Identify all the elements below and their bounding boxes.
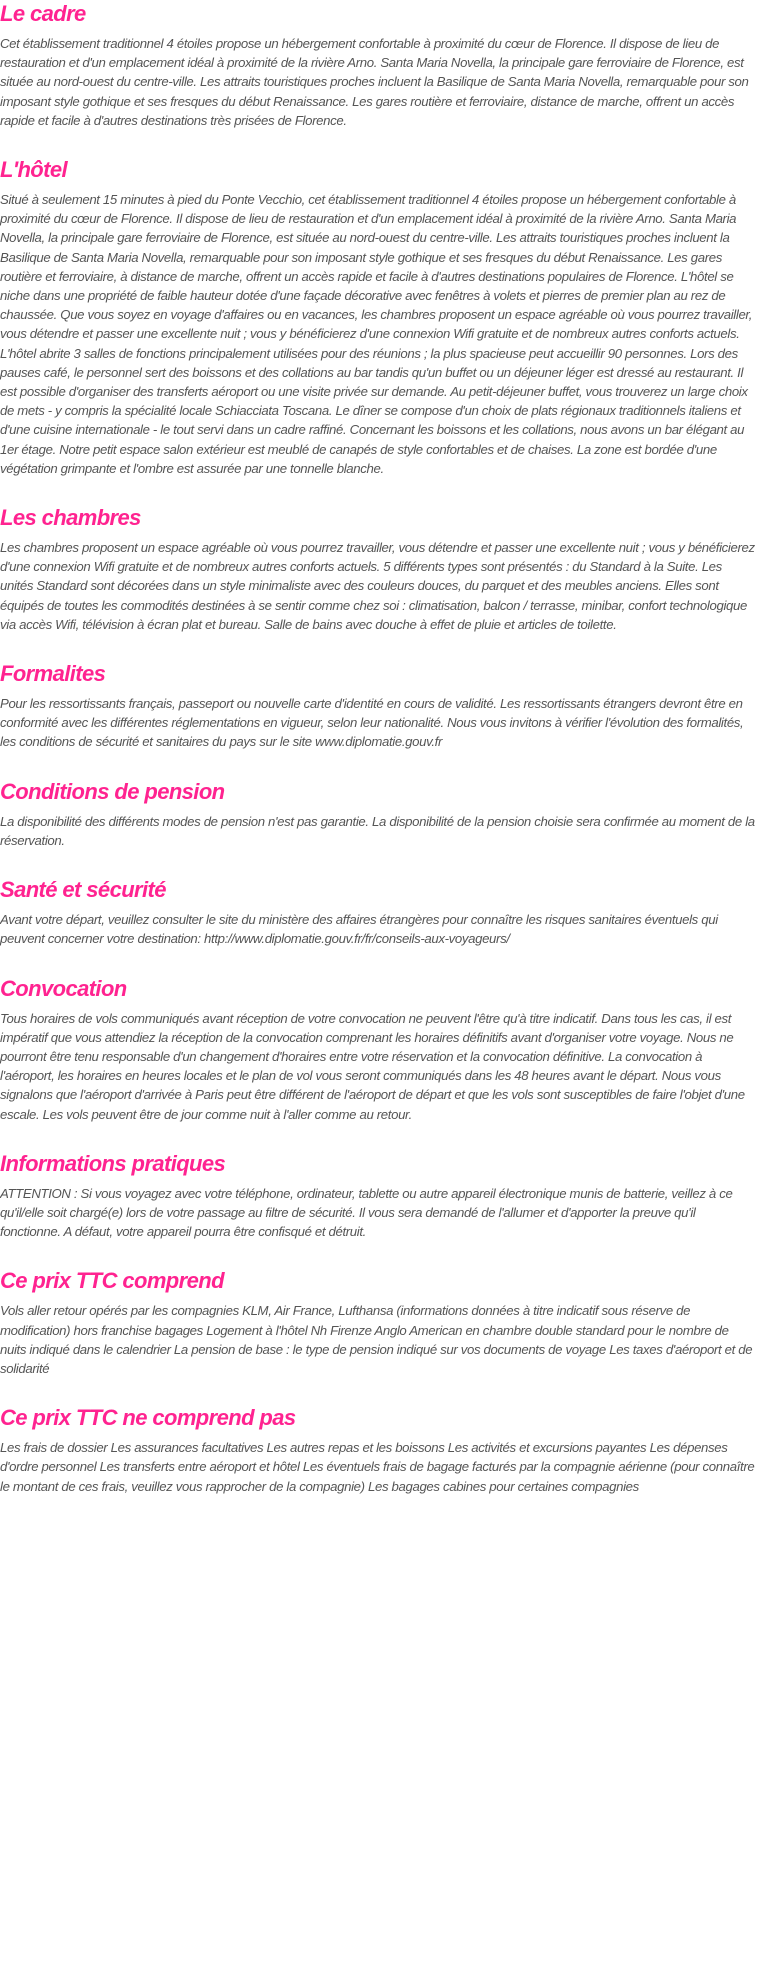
section-title: Convocation	[0, 975, 127, 1001]
section-convocation	[0, 949, 758, 1124]
section-body: Cet établissement traditionnel 4 étoiles propose un hébergement confortable à proximité du cœur de Florence. Il dispose de lieu de restauration et d'un emplacement idéal à proximité de la rivière Arno. Santa Maria Novella, la principale gare ferroviaire de Florence, est située au nord-ouest du centre-ville. Les attraits touristiques proches incluent la Basilique de Santa Maria Novella, remarquable pour son imposant style gothique et ses fresques du début Renaissance. Les gares routière et ferroviaire, distance de marche, offrent un accès rapide et facile à d'autres destinations très prisées de Florence.	[0, 36, 749, 128]
section-body: Situé à seulement 15 minutes à pied du Ponte Vecchio, cet établissement traditionnel 4 étoiles propose un hébergement confortable à proximité du cœur de Florence. Il dispose de lieu de restauration et d'un emplacement idéal à proximité de la rivière Arno. Santa Maria Novella, la principale gare ferroviaire de Florence, est située au nord-ouest du centre-ville. Les attraits touristiques proches incluent la Basilique de Santa Maria Novella, remarquable pour son imposant style gothique et ses fresques du début Renaissance. Les gares routière et ferroviaire, à distance de marche, offrent un accès rapide et facile à d'autres destinations populaires de Florence. L'hôtel se niche dans une propriété de faible hauteur dotée d'une façade décorative avec fenêtres à volets et pierres de premier plan au rez de chaussée. Que vous soyez en voyage d'affaires ou en vacances, les chambres proposent un espace agréable où vous pourrez travailler, vous détendre et passer une excellente nuit ; vous y bénéficierez d'une connexion Wifi gratuite et de nombreux autres conforts actuels. L'hôtel abrite 3 salles de fonctions principalement utilisées pour des réunions ; la plus spacieuse peut accueillir 90 personnes. Lors des pauses café, le personnel sert des boissons et des collations au bar tandis qu'un buffet ou un déjeuner léger est dressé au restaurant. Il est possible d'organiser des transferts aéroport ou une visite privée sur demande. Au petit-déjeuner buffet, vous trouverez un large choix de mets - y compris la spécialité locale Schiacciata Toscana. Le dîner se compose d'un choix de plats régionaux traditionnels italiens et d'une cuisine internationale - le tout servi dans un cadre raffiné. Concernant les boissons et les collations, nous avons un bar élégant au 1er étage. Notre petit espace salon extérieur est meublé de canapés de style confortables et de chaises. La zone est bordée d'une végétation grimpante et l'ombre est assurée par une tonnelle blanche.	[0, 192, 753, 476]
section-title: Ce prix TTC comprend	[0, 1268, 224, 1294]
section-title: Les chambres	[0, 505, 141, 531]
section-sante-et-securite	[0, 850, 758, 948]
section-body: Les chambres proposent un espace agréable où vous pourrez travailler, vous détendre et passer une excellente nuit ; vous y bénéficierez d'une connexion Wifi gratuite et de nombreux autres conforts actuels. 5 différents types sont présentés : du Standard à la Suite. Les unités Standard sont décorées dans un style minimaliste avec des couleurs douces, du parquet et des meubles anciens. Elles sont équipés de toutes les commodités destinées à se sentir comme chez soi : climatisation, balcon / terrasse, minibar, confort technologique via accès Wifi, télévision à écran plat et bureau. Salle de bains avec douche à effet de pluie et articles de toilette.	[0, 540, 755, 632]
section-body: Les frais de dossier Les assurances facultatives Les autres repas et les boissons Les activités et excursions payantes Les dépenses d'ordre personnel Les transferts entre aéroport et hôtel Les éventuels frais de bagage facturés par la compagnie aérienne (pour connaître le montant de ces frais, veuillez vous rapprocher de la compagnie) Les bagages cabines pour certaines compagnies	[0, 1440, 755, 1494]
section-title: L'hôtel	[0, 157, 68, 183]
section-body: Pour les ressortissants français, passeport ou nouvelle carte d'identité en cours de validité. Les ressortissants étrangers devront être en conformité avec les différentes réglementations en vigueur, selon leur nationalité. Nous vous invitons à vérifier l'évolution des formalités, les conditions de sécurité et sanitaires du pays sur le site www.diplomatie.gouv.fr	[0, 696, 744, 750]
section-body: ATTENTION : Si vous voyagez avec votre téléphone, ordinateur, tablette ou autre appareil électronique munis de batterie, veillez à ce qu'il/elle soit chargé(e) lors de votre passage au filtre de sécurité. Il vous sera demandé de l'allumer et d'apporter la preuve qu'il fonctionne. A défaut, votre appareil pourra être confisqué et détruit.	[0, 1185, 733, 1240]
section-formalites	[0, 634, 758, 752]
section-le-cadre	[0, 0, 758, 130]
section-conditions-de-pension	[0, 752, 758, 850]
section-les-chambres	[0, 478, 758, 634]
section-title: Ce prix TTC ne comprend pas	[0, 1405, 296, 1431]
section-title: Santé et sécurité	[0, 877, 166, 903]
section-l-hotel	[0, 130, 758, 478]
section-body: Tous horaires de vols communiqués avant réception de votre convocation ne peuvent l'être qu'à titre indicatif. Dans tous les cas, il est impératif que vous attendiez la réception de la convocation comprenant les horaires définitifs avant d'organiser votre voyage. Nous ne pourront être tenu responsable d'un changement d'horaires entre votre réservation et la convocation définitive. La convocation à l'aéroport, les horaires en heures locales et le plan de vol vous seront communiqués dans les 48 heures avant le départ. Nous vous signalons que l'aéroport d'arrivée à Paris peut être différent de l'aéroport de départ et que les vols sont susceptibles de faire l'objet d'une escale. Les vols peuvent être de jour comme nuit à l'aller comme au retour.	[0, 1010, 745, 1122]
section-title: Conditions de pension	[0, 778, 225, 804]
section-informations-pratiques	[0, 1124, 758, 1242]
section-body: Avant votre départ, veuillez consulter le site du ministère des affaires étrangères pour connaître les risques sanitaires éventuels qui peuvent concerner votre destination: http://www.diplomatie.gouv.fr/fr/conseils-aux-voyageurs/	[0, 912, 718, 947]
section-title: Formalites	[0, 661, 106, 687]
section-prix-ne-comprend-pas	[0, 1378, 758, 1496]
section-title: Informations pratiques	[0, 1150, 226, 1176]
section-body: La disponibilité des différents modes de pension n'est pas garantie. La disponibilité de la pension choisie sera confirmée au moment de la réservation.	[0, 813, 755, 848]
section-prix-comprend	[0, 1241, 758, 1378]
section-body: Vols aller retour opérés par les compagnies KLM, Air France, Lufthansa (informations données à titre indicatif sous réserve de modification) hors franchise bagages Logement à l'hôtel Nh Firenze Anglo American en chambre double standard pour le nombre de nuits indiqué dans le calendrier La pension de base : le type de pension indiqué sur vos documents de voyage Les taxes d'aéroport et de solidarité	[0, 1303, 753, 1376]
section-title: Le cadre	[0, 1, 86, 26]
